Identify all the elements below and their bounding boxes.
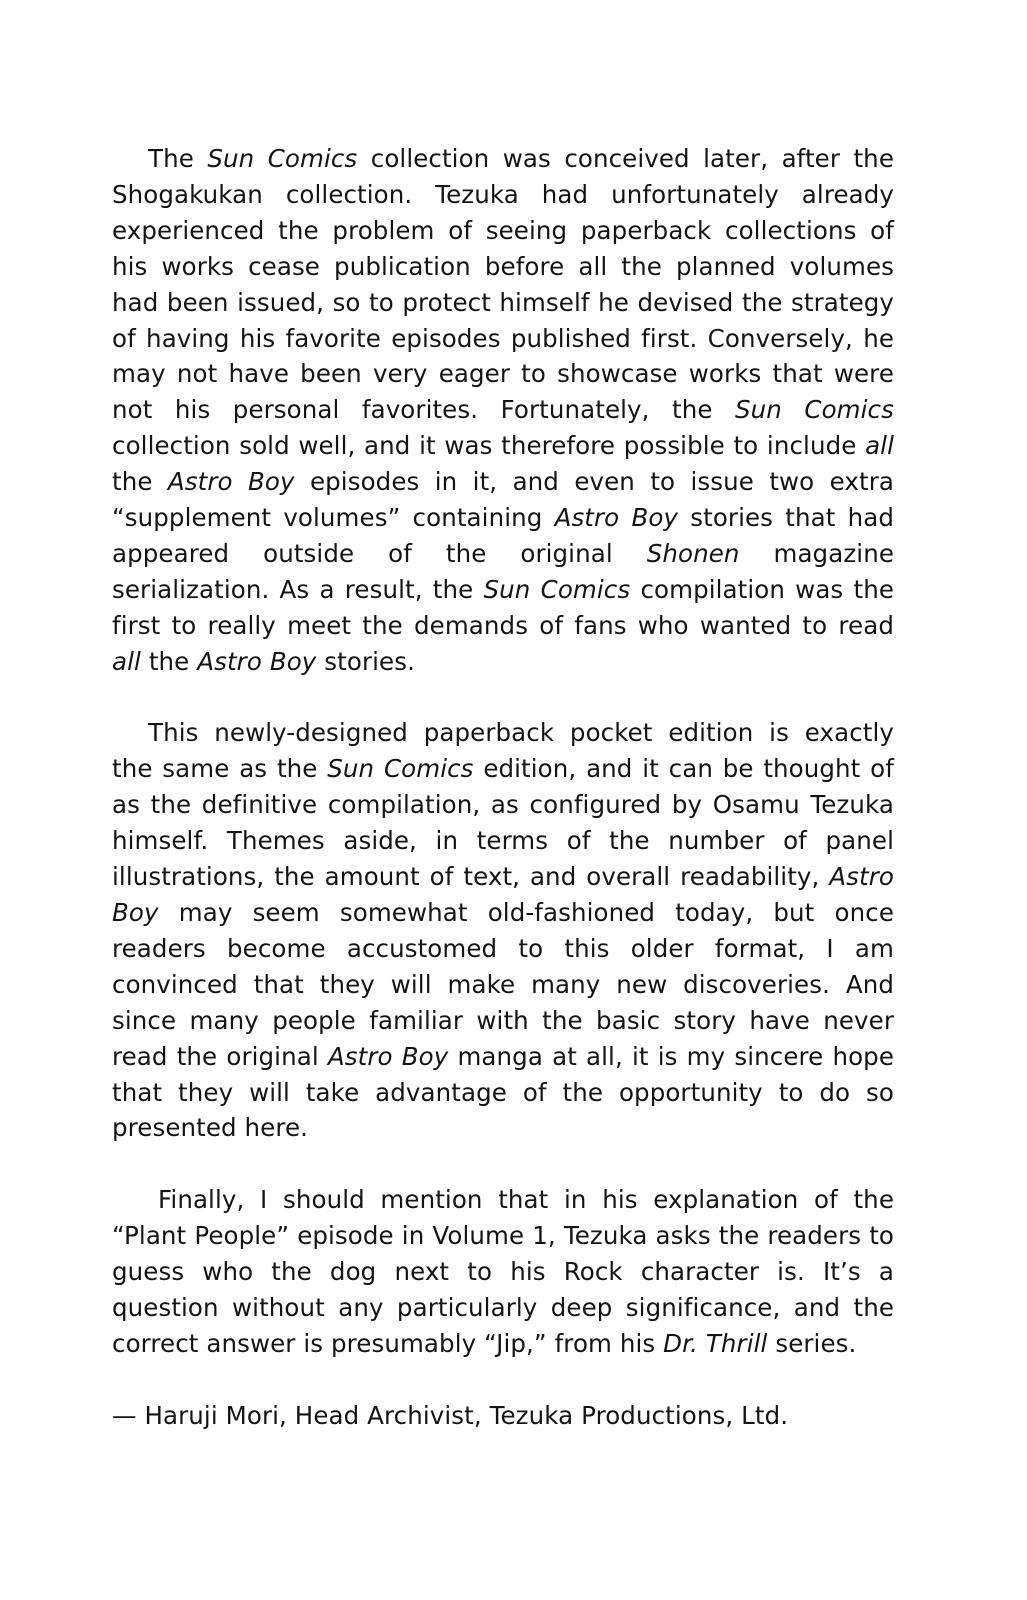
body-text: the xyxy=(140,646,198,676)
italic-title-text: Sun Comics xyxy=(207,144,358,173)
italic-title-text: Astro Boy xyxy=(112,862,894,928)
italic-title-text: all xyxy=(865,431,894,461)
body-text: episodes in it, and even to issue two extra “supplement volumes” containing xyxy=(112,467,894,533)
body-text: collection was conceived later, after the Shogakukan collection. Tezuka had unfortunately already experienced the problem of seeing paperback collections of his works cease publication before all the planned volumes had been issued, so to protect himself he devised the strategy of having his favorite episodes published first. Conversely, he may not have been very eager to showcase works that were not his personal favorites. Fortunately, the xyxy=(112,144,894,425)
italic-title-text: Dr. Thrill xyxy=(663,1328,768,1358)
italic-title-text: Astro Boy xyxy=(327,1041,449,1071)
body-text: compilation was the first to really meet the demands of fans who wanted to read xyxy=(112,574,895,640)
body-text: may seem somewhat old-fashioned today, but once readers become accustomed to this older format, I am convinced that they will make many new discoveries. And since many people familiar with the basic story have never read the original xyxy=(112,898,894,1071)
italic-title-text: Sun Comics xyxy=(483,574,631,604)
body-text: manga at all, it is my sincere hope that they will take advantage of the opportunity to do so presented here. xyxy=(112,1041,895,1143)
author-signature-line: — Haruji Mori, Head Archivist, Tezuka Productions, Ltd. xyxy=(112,1400,789,1430)
body-text: series. xyxy=(767,1328,857,1358)
book-page xyxy=(112,141,894,1434)
body-text: stories that had appeared outside of the original xyxy=(112,503,894,568)
body-text: edition, and it can be thought of as the definitive compilation, as configured by Osamu Tezuka himself. Themes aside, in terms of the number of panel illustrations, the amount of text, and overall readability, xyxy=(112,754,894,892)
italic-title-text: Sun Comics xyxy=(327,754,474,784)
body-text: The xyxy=(148,144,208,173)
paragraph-plant-people xyxy=(112,1182,894,1362)
italic-title-text: Sun Comics xyxy=(735,395,894,425)
italic-title-text: all xyxy=(112,646,141,676)
italic-title-text: Astro Boy xyxy=(167,467,295,497)
italic-title-text: Astro Boy xyxy=(554,503,679,533)
italic-title-text: Shonen xyxy=(646,538,740,568)
body-text: Finally, I should mention that in his explanation of the “Plant People” episode in Volume 1, Tezuka asks the readers to guess who the dog next to his Rock character is. It’s a question without any particularly deep significance, and the correct answer is presumably “Jip,” from his xyxy=(112,1185,894,1358)
body-text: stories. xyxy=(316,646,415,676)
paragraph-pocket-edition xyxy=(112,715,894,1146)
body-text: collection sold well, and it was therefore possible to include xyxy=(112,431,866,461)
italic-title-text: Astro Boy xyxy=(197,646,317,676)
body-text: This newly-designed paperback pocket edition is exactly the same as the xyxy=(112,718,894,784)
body-text: magazine serialization. As a result, the xyxy=(112,538,894,604)
body-text: the xyxy=(112,467,168,497)
paragraph-sun-comics-collection xyxy=(112,141,894,680)
